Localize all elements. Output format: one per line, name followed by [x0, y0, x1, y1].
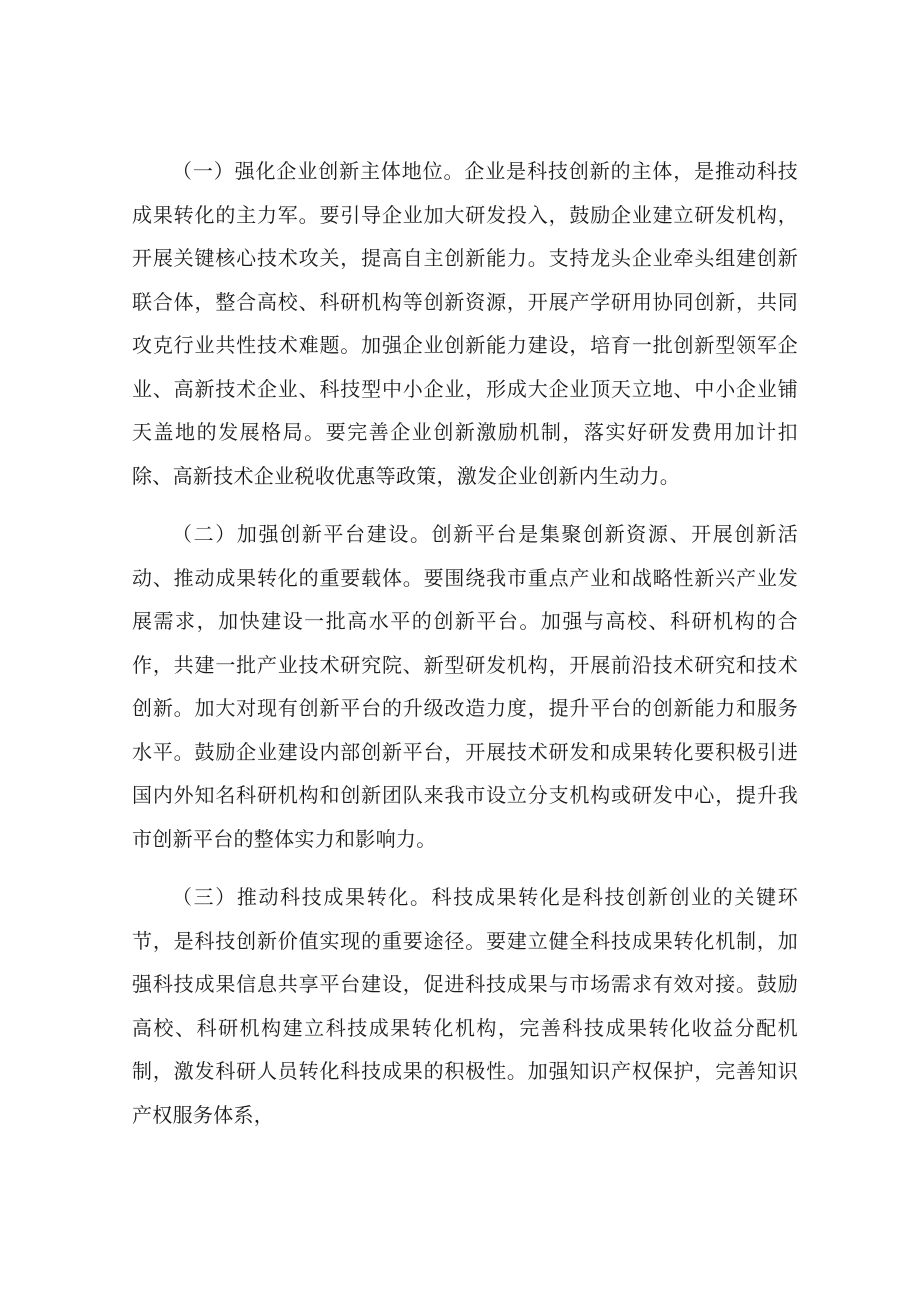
paragraph-1: （一）强化企业创新主体地位。企业是科技创新的主体，是推动科技成果转化的主力军。要引导企业加大研发投入，鼓励企业建立研发机构，开展关键核心技术攻关，提高自主创新能力。支持龙头企业牵头组建创新联合体，整合高校、科研机构等创新资源，开展产学研用协同创新，共同攻克行业共性技术难题。加强企业创新能力建设，培育一批创新型领军企业、高新技术企业、科技型中小企业，形成大企业顶天立地、中小企业铺天盖地的发展格局。要完善企业创新激励机制，落实好研发费用加计扣除、高新技术企业税收优惠等政策，激发企业创新内生动力。 — [132, 159, 798, 488]
document-body — [132, 150, 798, 1137]
paragraph-2: （二）加强创新平台建设。创新平台是集聚创新资源、开展创新活动、推动成果转化的重要载体。要围绕我市重点产业和战略性新兴产业发展需求，加快建设一批高水平的创新平台。加强与高校、科研机构的合作，共建一批产业技术研究院、新型研发机构，开展前沿技术研究和技术创新。加大对现有创新平台的升级改造力度，提升平台的创新能力和服务水平。鼓励企业建设内部创新平台，开展技术研发和成果转化要积极引进国内外知名科研机构和创新团队来我市设立分支机构或研发中心，提升我市创新平台的整体实力和影响力。 — [132, 522, 798, 851]
paragraph-3: （三）推动科技成果转化。科技成果转化是科技创新创业的关键环节，是科技创新价值实现的重要途径。要建立健全科技成果转化机制，加强科技成果信息共享平台建设，促进科技成果与市场需求有效对接。鼓励高校、科研机构建立科技成果转化机构，完善科技成果转化收益分配机制，激发科研人员转化科技成果的积极性。加强知识产权保护，完善知识产权服务体系， — [132, 885, 798, 1127]
